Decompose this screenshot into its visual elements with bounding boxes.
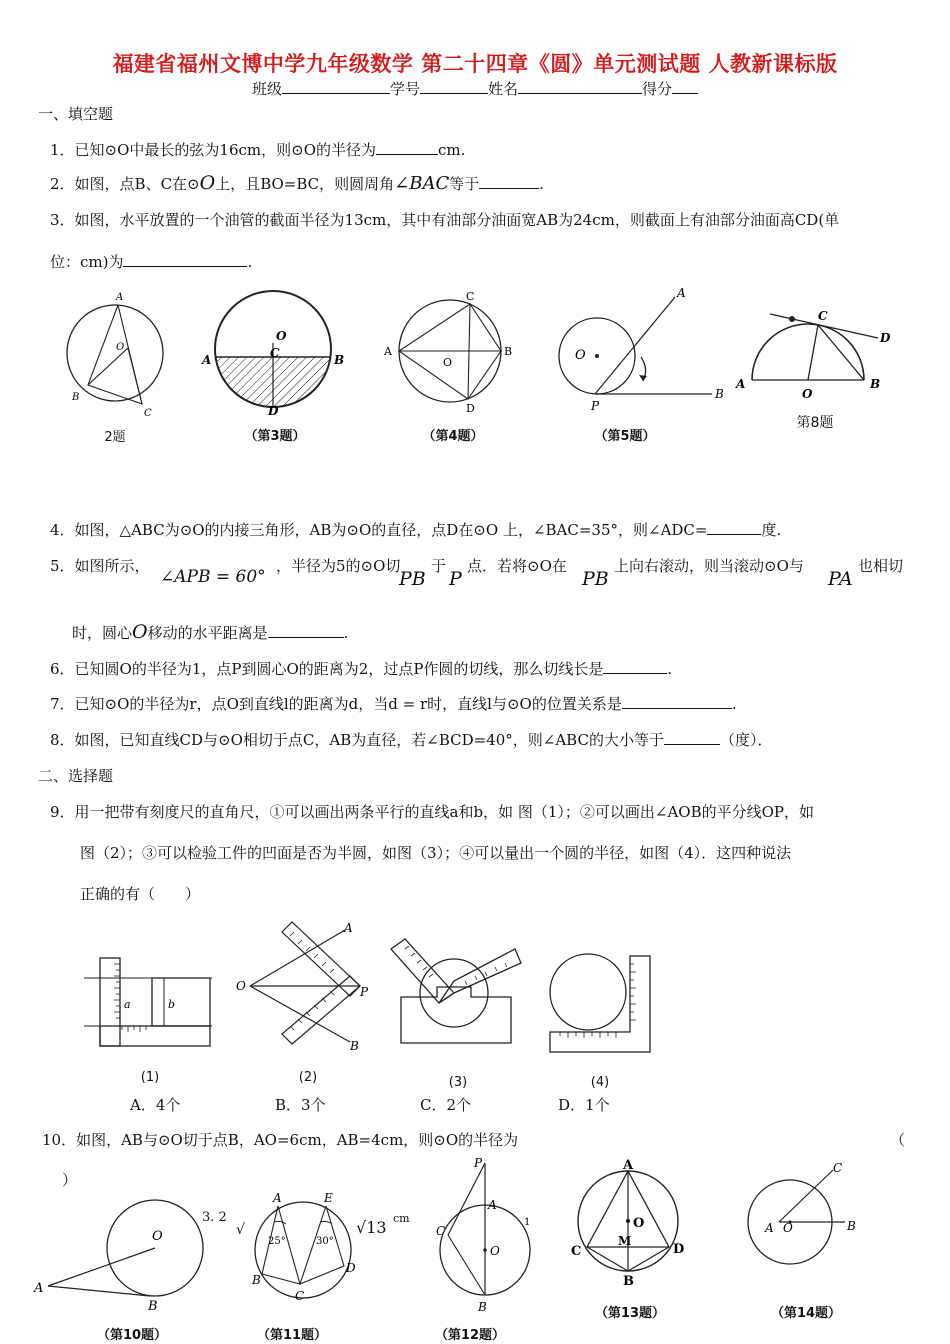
figure-q4 (380, 288, 520, 418)
label-b: B (847, 1219, 856, 1233)
caption-q5: （第5题） (594, 429, 656, 444)
question-9-line2: 图（2）；③可以检验工件的凹面是否为半圆，如图（3）；④可以量出一个圆的半径，如图（4）．这四种说法 (80, 844, 792, 862)
figure-q9-1 (82, 950, 222, 1055)
caption-q2: 2题 (104, 430, 126, 445)
label-m: M (618, 1234, 632, 1248)
label-a: A (344, 921, 353, 935)
q10-paren-open: （ (890, 1131, 906, 1149)
q5-blank (268, 623, 344, 638)
label-c: C (270, 346, 280, 360)
score-blank (672, 79, 698, 94)
figure-q3-oil-pipe (200, 285, 350, 420)
label-b: B (72, 392, 80, 403)
label-o: O (783, 1221, 793, 1235)
question-7: 7．已知⊙O的半径为r，点O到直线l的距离为d，当d = r时，直线l与⊙O的位置关系是 . (50, 695, 737, 713)
caption-q10: （第10题） (96, 1328, 168, 1343)
label-d: D (268, 404, 279, 418)
question-2: 2．如图，点B、C在⊙O上，且BO=BC，则圆周角∠BAC等于 . (50, 172, 545, 194)
question-9: 9．用一把带有刻度尺的直角尺，①可以画出两条平行的直线a和b，如 图（1）；②可以画出∠AOB的平分线OP，如 (50, 803, 815, 821)
label-b: B (715, 387, 724, 401)
caption-q11: （第11题） (256, 1328, 328, 1343)
q5-pa: PA (828, 568, 853, 590)
class-label: 班级 (251, 80, 282, 98)
figure-q10 (30, 1210, 220, 1314)
label-o: O (116, 342, 125, 353)
label-a: A (488, 1198, 497, 1212)
label-b: B (148, 1299, 158, 1314)
question-5-mid2: 点．若将⊙O在 (467, 557, 567, 575)
label-d: D (346, 1261, 356, 1275)
question-3-cont: 位：cm)为 . (50, 253, 253, 271)
question-8: 8．如图，已知直线CD与⊙O相切于点C，AB为直径，若∠BCD=40°，则∠ABC的大小等于 （度）． (50, 731, 773, 749)
stray-cm: cm (393, 1212, 410, 1225)
question-5-pre: 5．如图所示， (50, 557, 150, 575)
q10-paren-close: ） (62, 1171, 78, 1189)
label-c: C (571, 1244, 582, 1259)
q9-option-a: A．4个 (130, 1096, 181, 1114)
student-info-line (0, 78, 950, 99)
label-a: A (273, 1191, 282, 1205)
question-5-line2: 时，圆心O移动的水平距离是 . (72, 621, 349, 643)
figure-q9-3 (385, 935, 530, 1055)
label-b: B (504, 345, 513, 358)
label-a: A (736, 377, 746, 391)
label-p: P (474, 1156, 483, 1170)
label-o: O (152, 1229, 163, 1244)
label-a: A (116, 292, 124, 303)
question-6: 6．已知圆O的半径为1，点P到圆心O的距离为2，过点P作圆的切线，那么切线长是 . (50, 660, 673, 678)
label-b: B (334, 353, 345, 367)
question-10: 10．如图，AB与⊙O切于点B，AO=6cm，AB=4cm，则⊙O的半径为 (42, 1131, 519, 1149)
q7-blank (622, 694, 732, 709)
stray-sqrt13: √13 (356, 1218, 387, 1237)
label-b: b (168, 998, 176, 1011)
label-o: O (633, 1216, 645, 1231)
caption-q9-3: (3) (448, 1075, 468, 1090)
caption-q8: 第8题 (796, 415, 834, 431)
caption-q12: （第12题） (434, 1328, 506, 1343)
caption-q4: （第4题） (422, 429, 484, 444)
score-label: 得分 (642, 80, 673, 98)
q5-p: P (449, 568, 462, 590)
q9-option-c: C．2个 (420, 1096, 472, 1114)
label-p: P (591, 399, 600, 413)
label-a: a (124, 998, 131, 1011)
stray-text-1: 3. 2 (202, 1210, 227, 1225)
figure-q9-2 (230, 918, 380, 1053)
class-blank (282, 79, 390, 94)
q8-blank (664, 730, 720, 745)
question-1: 1．已知⊙O中最长的弦为16cm，则⊙O的半径为 cm. (50, 141, 466, 159)
q9-option-d: D．1个 (558, 1096, 610, 1114)
label-b: B (252, 1273, 261, 1287)
page-title: 福建省福州文博中学九年级数学 第二十四章《圆》单元测试题 人教新课标版 (112, 52, 838, 76)
label-c: C (295, 1289, 305, 1303)
question-5-mid: ，半径为5的⊙O切 (276, 557, 401, 575)
name-blank (518, 79, 642, 94)
question-3: 3．如图，水平放置的一个油管的截面半径为13cm，其中有油部分油面宽AB为24cm，则截面上有油部分油面高CD(单 (50, 211, 840, 229)
label-o: O (236, 979, 246, 993)
label-a: A (202, 353, 212, 367)
q1-blank (376, 140, 438, 155)
figure-q2 (60, 288, 170, 438)
section-heading-fill: 一、填空题 (38, 105, 114, 123)
q5-pb: PB (399, 568, 426, 590)
figure-q11 (248, 1188, 363, 1313)
question-5-mid3: 上向右滚动，则当滚动⊙O与 (614, 557, 804, 575)
q6-blank (603, 659, 667, 674)
label-o: O (276, 329, 287, 343)
stray-one: 1 (524, 1217, 531, 1228)
label-o: O (575, 348, 586, 363)
label-o: O (490, 1244, 500, 1258)
stray-text-2: √ (236, 1222, 245, 1238)
caption-q9-2: (2) (298, 1070, 318, 1085)
label-a: A (384, 345, 392, 358)
label-a: A (623, 1158, 634, 1173)
caption-q14: （第14题） (770, 1306, 842, 1321)
label-c: C (818, 309, 828, 323)
label-d: D (880, 331, 891, 345)
label-e: E (324, 1191, 333, 1205)
label-c: C (833, 1161, 843, 1175)
figure-q12 (428, 1155, 538, 1315)
caption-q13: （第13题） (594, 1306, 666, 1321)
label-b: B (350, 1039, 359, 1053)
label-c: C (144, 408, 152, 419)
question-5-after: 也相切 (858, 557, 904, 575)
figure-q14 (745, 1160, 875, 1280)
number-blank (420, 79, 488, 94)
label-b: B (623, 1274, 634, 1289)
number-label: 学号 (389, 80, 420, 98)
figure-q13 (565, 1155, 695, 1290)
angle-25: 25° (268, 1236, 286, 1247)
figure-q8 (730, 300, 900, 410)
question-4: 4．如图，△ABC为⊙O的内接三角形，AB为⊙O的直径，点D在⊙O 上，∠BAC=35°，则∠ADC= 度. (50, 521, 782, 539)
label-d: D (673, 1242, 685, 1257)
angle-30: 30° (316, 1236, 334, 1247)
label-b: B (478, 1300, 487, 1314)
label-c: C (466, 290, 475, 303)
q5-yu: 于 (431, 557, 447, 575)
section-heading-choice: 二、选择题 (38, 767, 114, 785)
caption-q9-1: (1) (140, 1070, 160, 1085)
label-b: B (870, 377, 881, 391)
caption-q9-4: (4) (590, 1075, 610, 1090)
q2-blank (479, 174, 539, 189)
label-o: O (802, 387, 813, 401)
q3-blank (123, 252, 247, 267)
label-a: A (677, 286, 686, 300)
label-a: A (34, 1281, 44, 1296)
label-c: C (436, 1224, 446, 1238)
label-p: P (360, 985, 369, 999)
figure-q5 (555, 285, 735, 415)
label-a: A (765, 1221, 774, 1235)
question-9-line3: 正确的有（ ） (80, 885, 201, 903)
label-o: O (443, 356, 453, 369)
q5-angle-formula: ∠APB = 60° (160, 567, 266, 587)
name-label: 姓名 (488, 80, 519, 98)
q4-blank (707, 520, 761, 535)
label-d: D (466, 402, 475, 415)
q9-option-b: B．3个 (275, 1096, 326, 1114)
figure-q9-4 (540, 950, 660, 1060)
caption-q3: （第3题） (244, 429, 306, 444)
q5-pb2: PB (582, 568, 609, 590)
